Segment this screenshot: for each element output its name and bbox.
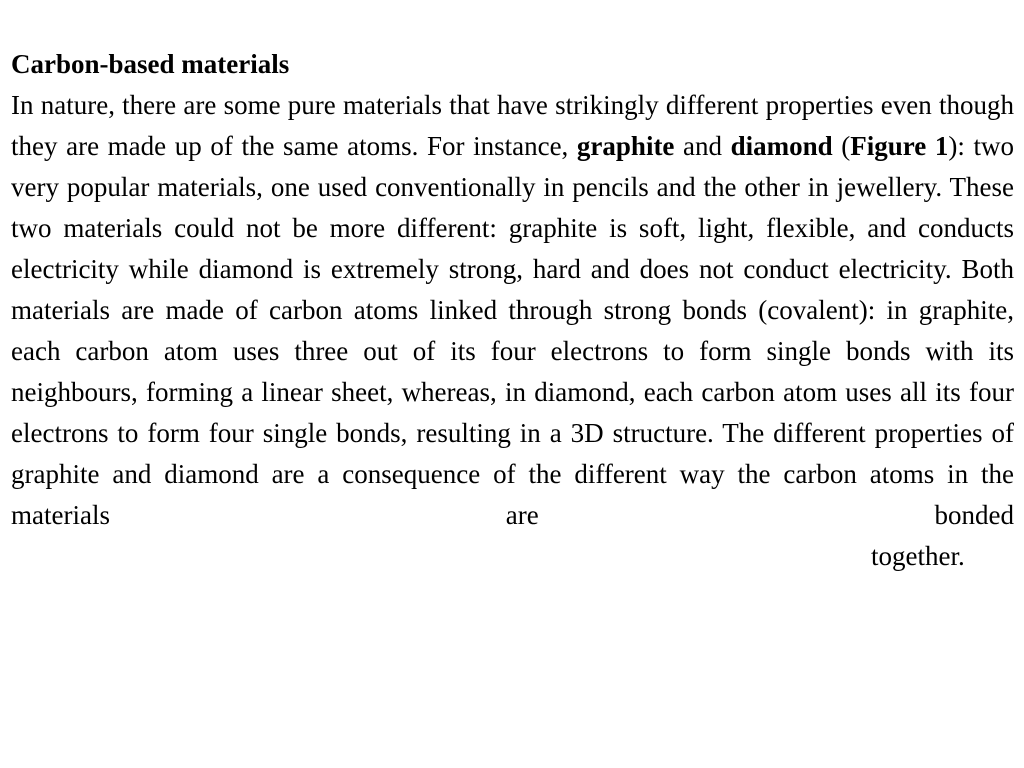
paragraph-last-word: together.: [871, 541, 965, 571]
section-heading: Carbon-based materials: [11, 49, 290, 79]
text-block: [11, 44, 1014, 577]
term-diamond: diamond: [730, 131, 833, 161]
body-paragraph: [11, 85, 1014, 536]
paragraph-body: ): two very popular materials, one used conventionally in pencils and the other in jewellery. These two materials could not be more different: graphite is soft, light, flexible, and conducts electricity while diamond is extremely strong, hard and does not conduct electricity. Both materials are made of carbon atoms linked through strong bonds (covalent): in graphite, each carbon atom uses three out of its four electrons to form single bonds with its neighbours, forming a linear sheet, whereas, in diamond, each carbon atom uses all its four electrons to form four single bonds, resulting in a 3D structure. The different properties of graphite and diamond are a consequence of the different way the carbon atoms in the materials are bonded: [11, 131, 1014, 530]
paren-open: (: [841, 131, 851, 161]
word-and: and: [683, 131, 723, 161]
term-graphite: graphite: [576, 131, 675, 161]
paragraph-intro: In nature, there are some pure materials that have strikingly different properties even though they are made up of the same atoms. For instance,: [11, 90, 1014, 161]
figure-reference: Figure 1: [850, 131, 949, 161]
